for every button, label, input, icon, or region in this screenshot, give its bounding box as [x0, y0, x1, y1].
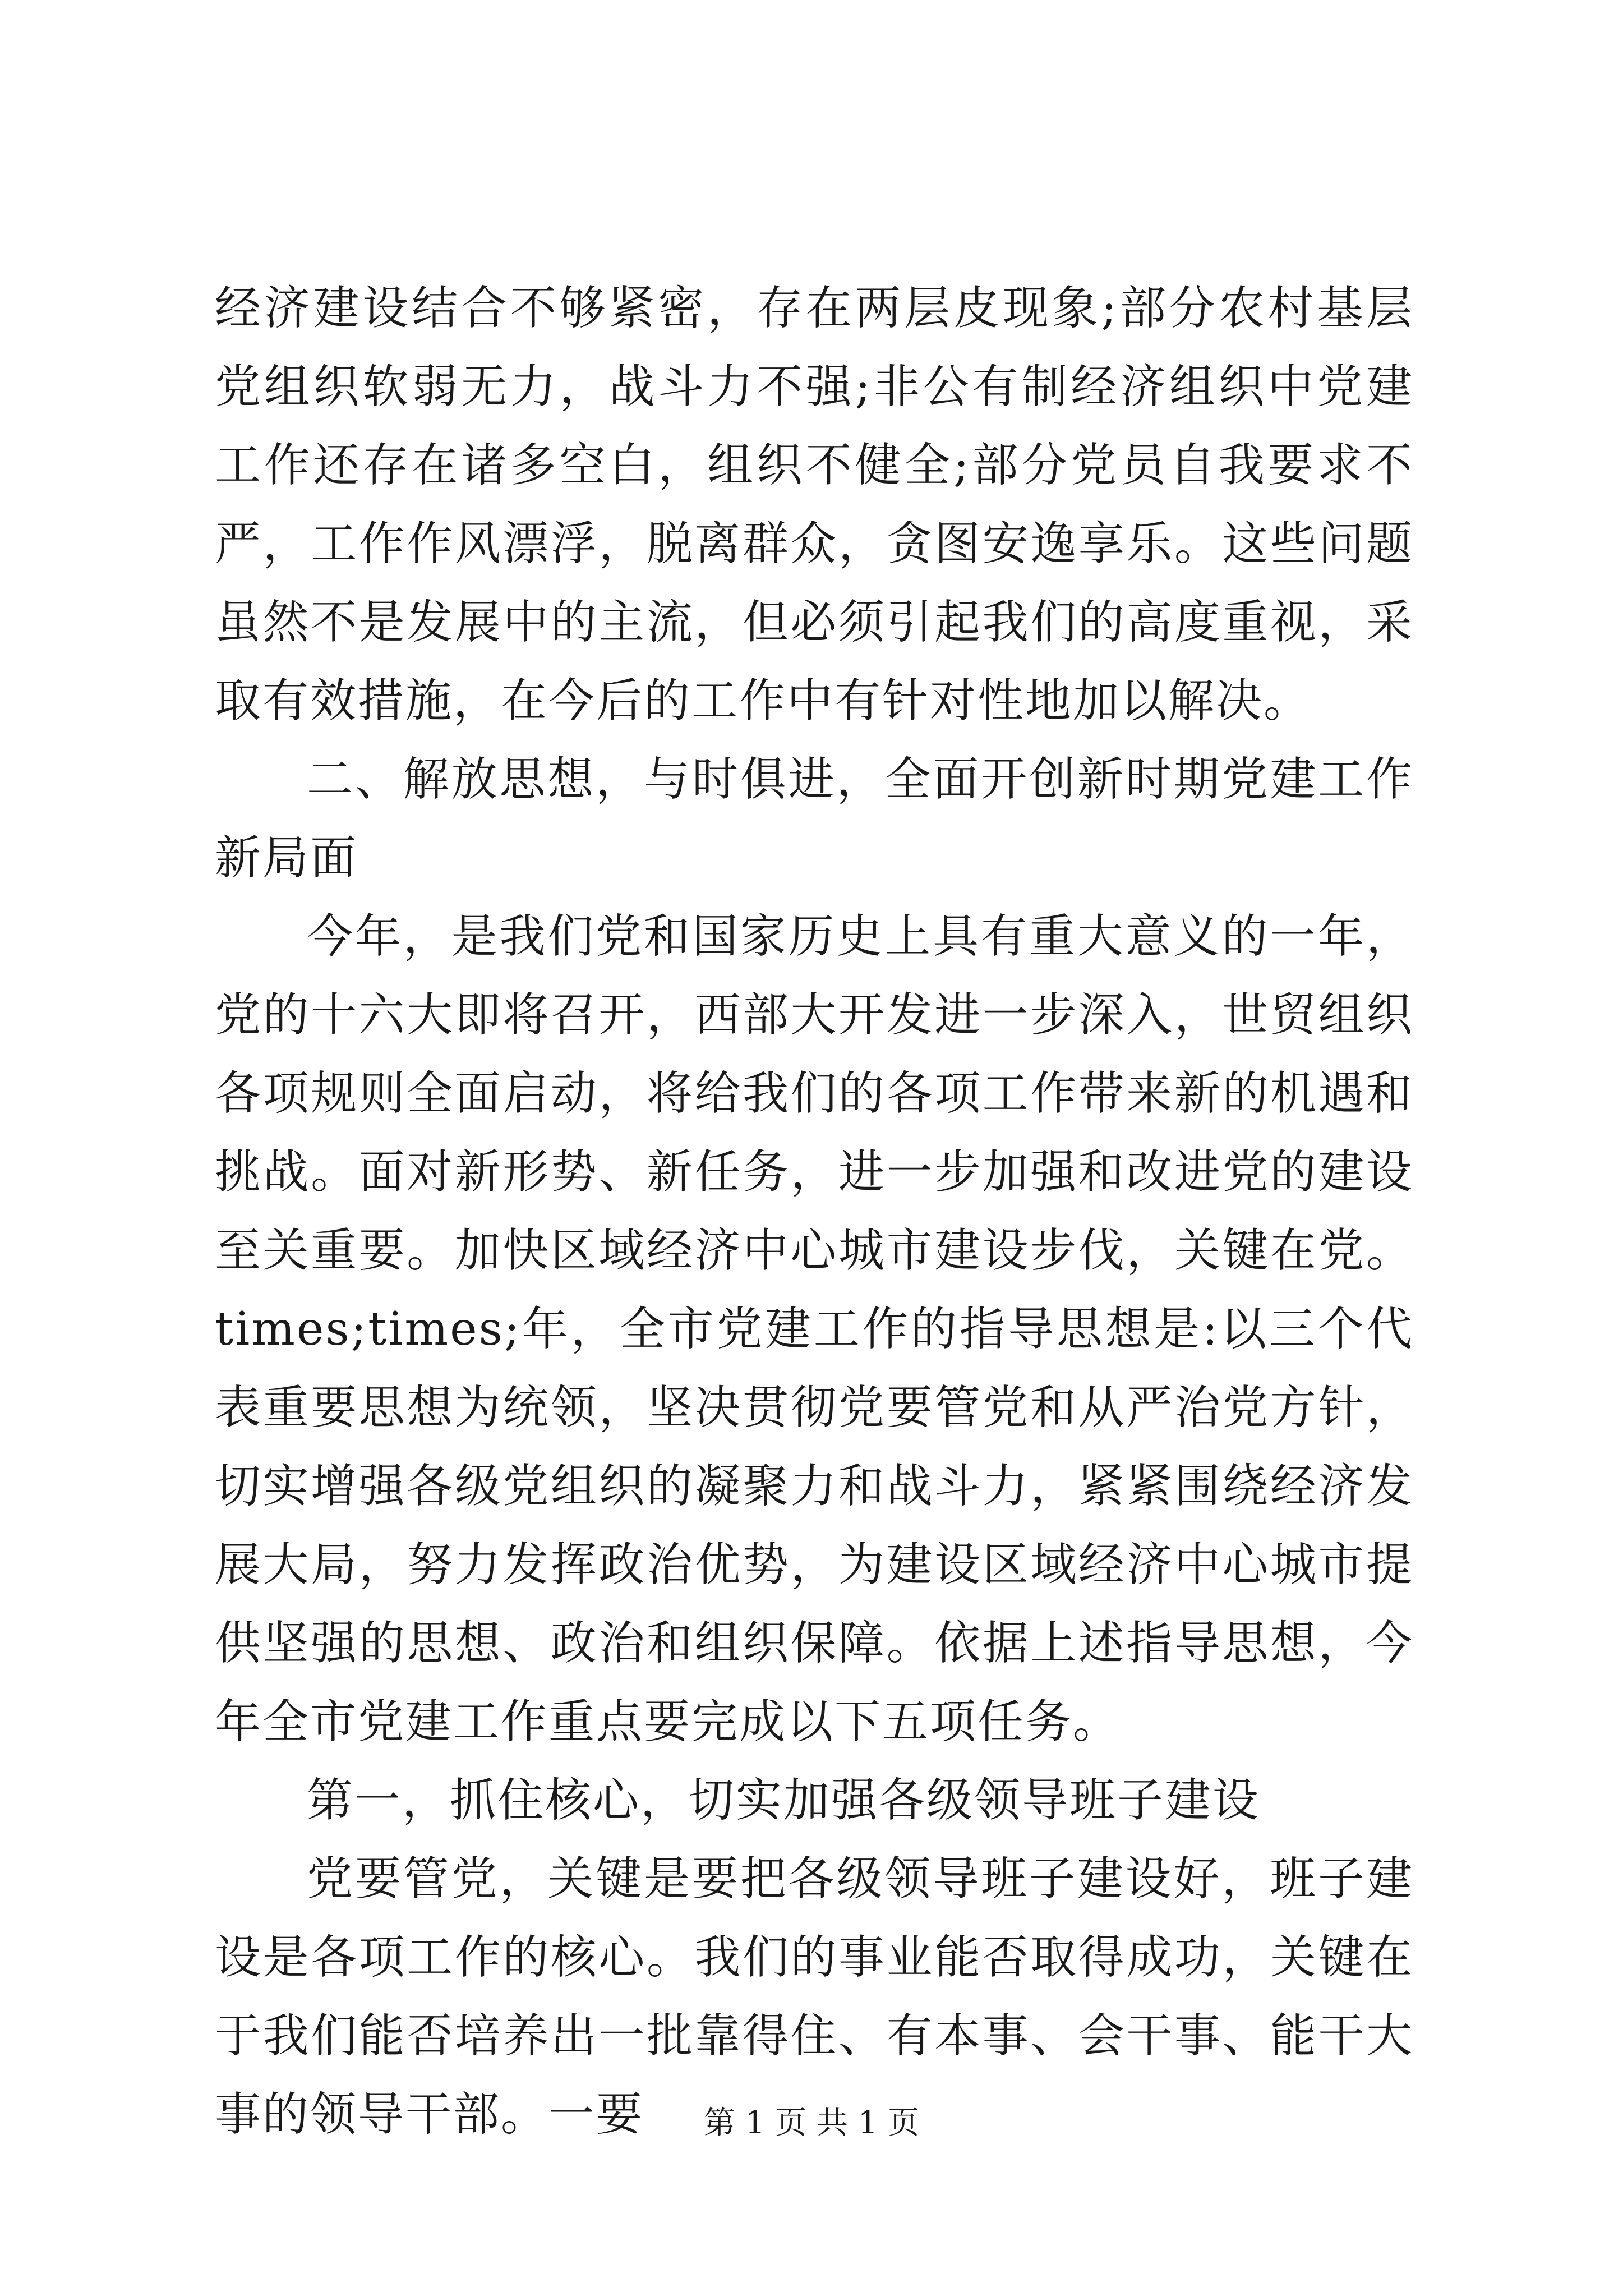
paragraph-4-subheading: 第一，抓住核心，切实加强各级领导班子建设: [307, 1774, 1261, 1827]
page-footer: 第 1 页 共 1 页: [703, 2105, 920, 2141]
document-body: [215, 269, 1414, 2154]
paragraph-3: 今年，是我们党和国家历史上具有重大意义的一年，党的十六大即将召开，西部大开发进一步深入，世贸组织各项规则全面启动，将给我们的各项工作带来新的机遇和挑战。面对新形势、新任务，进一步加强和改进党的建设至关重要。加快区域经济中心城市建设步伐，关键在党。times;times;年，全市党建工作的指导思想是:以三个代表重要思想为统领，坚决贯彻党要管党和从严治党方针，切实增强各级党组织的凝聚力和战斗力，紧紧围绕经济发展大局，努力发挥政治优势，为建设区域经济中心城市提供坚强的思想、政治和组织保障。依据上述指导思想，今年全市党建工作重点要完成以下五项任务。: [215, 910, 1414, 1749]
paragraph-5: 党要管党，关键是要把各级领导班子建设好，班子建设是各项工作的核心。我们的事业能否取得成功，关键在于我们能否培养出一批靠得住、有本事、会干事、能干大事的领导干部。一要: [215, 1852, 1414, 2141]
paragraph-1: 经济建设结合不够紧密，存在两层皮现象;部分农村基层党组织软弱无力，战斗力不强;非公有制经济组织中党建工作还存在诸多空白，组织不健全;部分党员自我要求不严，工作作风漂浮，脱离群众，贪图安逸享乐。这些问题虽然不是发展中的主流，但必须引起我们的高度重视，采取有效措施，在今后的工作中有针对性地加以解决。: [215, 282, 1414, 728]
paragraph-2-section-heading: 二、解放思想，与时俱进，全面开创新时期党建工作新局面: [215, 753, 1414, 885]
